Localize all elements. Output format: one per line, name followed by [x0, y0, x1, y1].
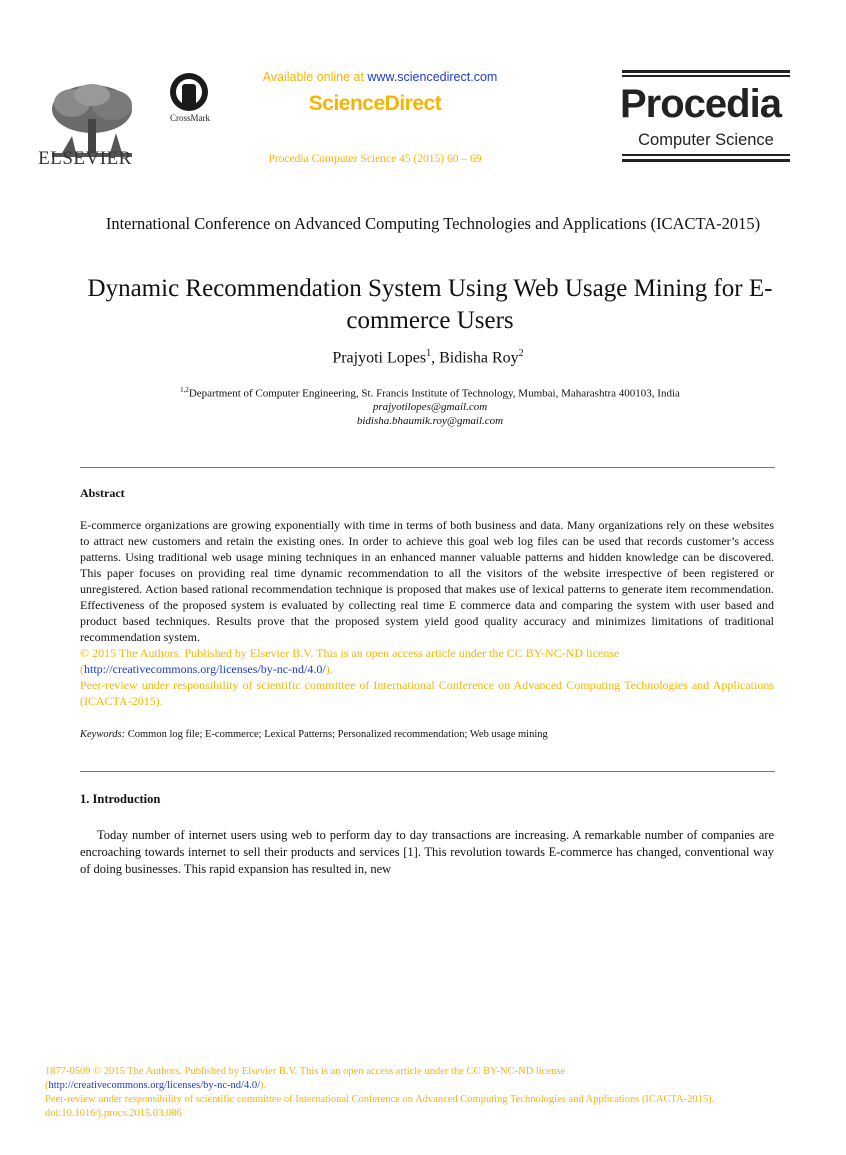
available-prefix: Available online at	[262, 70, 368, 84]
author-1-sup: 1	[426, 348, 432, 359]
journal-subtitle: Computer Science	[638, 131, 774, 149]
abstract-license-open: (	[80, 662, 84, 676]
footer-peer-review: Peer-review under responsibility of scientific committee of International Conference on Advanced Computing Technologies and Applications (ICACTA-2015).	[45, 1094, 715, 1105]
procedia-rule-bottom-thin	[622, 154, 790, 156]
procedia-rule-top-thin	[622, 75, 790, 77]
available-online	[240, 70, 520, 84]
abstract-license-link[interactable]: http://creativecommons.org/licenses/by-nc-nd/4.0/	[84, 662, 326, 676]
abstract-heading: Abstract	[80, 486, 125, 500]
authors	[100, 348, 756, 367]
paper-title: Dynamic Recommendation System Using Web Usage Mining for E-commerce Users	[87, 275, 773, 334]
sciencedirect-link[interactable]: www.sciencedirect.com	[367, 70, 498, 84]
journal-reference: Procedia Computer Science 45 (2015) 60 – 69	[268, 153, 482, 165]
footer-license-close: ).	[260, 1080, 267, 1091]
affiliation-text: Department of Computer Engineering, St. Francis Institute of Technology, Mumbai, Maharashtra 400103, India	[188, 387, 680, 400]
crossmark-label: CrossMark	[170, 113, 210, 123]
abstract-text: E-commerce organizations are growing exponentially with time in terms of both business and data. Many organizations rely on these websites to attract new customers and retain the existing ones. In order to achieve this goal web log files can be used that records customer’s access patterns. Using traditional web usage mining techniques in an enhanced manner valuable patterns and hidden knowledge can be discovered. This paper focuses on providing real time dynamic recommendation to all the visitors of the website irrespective of been registered or unregistered. Action based rational recommendation technique is proposed that makes use of lexical patterns to generate item recommendation. Effectiveness of the proposed system is evaluated by collecting real time E commerce data and comparing the system with user based and product based techniques. Results prove that the proposed system yield good quality accuracy and minimizes limitations of traditional recommendation system.	[80, 518, 774, 644]
sciencedirect-brand: ScienceDirect	[308, 92, 442, 115]
author-2: Bidisha Roy	[439, 349, 519, 367]
abstract-peer-review: Peer-review under responsibility of scientific committee of International Conference on Advanced Computing Technologies and Applications (ICACTA-2015).	[80, 678, 774, 708]
author-1: Prajyoti Lopes	[332, 349, 427, 367]
keywords-label: Keywords:	[80, 729, 126, 740]
journal-name: Procedia	[620, 82, 781, 126]
footer	[45, 1065, 745, 1121]
divider-top	[80, 467, 775, 468]
author-separator: ,	[431, 349, 440, 367]
keywords	[80, 729, 780, 740]
affiliation-sup: 1,2	[180, 386, 189, 394]
introduction-body: Today number of internet users using web to perform day to day transactions are increasing. A remarkable number of companies are encroaching towards internet to sell their products and services [1]. This revolution towards E-commerce has changed, conventional way of doing businesses. This rapid expansion has resulted in, new	[80, 828, 774, 876]
author-2-sup: 2	[518, 348, 524, 359]
procedia-rule-top	[622, 70, 790, 73]
conference-name: International Conference on Advanced Computing Technologies and Applications (ICACTA-2015)	[105, 214, 761, 233]
procedia-rule-bottom	[622, 159, 790, 162]
introduction-heading: 1. Introduction	[80, 792, 161, 806]
abstract-body	[80, 517, 774, 709]
footer-issn: 1877-0509 © 2015 The Authors. Published by Elsevier B.V. This is an open access article under the CC BY-NC-ND license	[45, 1066, 566, 1077]
email-2: bidisha.bhaumik.roy@gmail.com	[356, 414, 504, 427]
divider-bottom	[80, 771, 775, 772]
affiliation	[80, 384, 780, 428]
abstract-copyright: © 2015 The Authors. Published by Elsevier B.V. This is an open access article under the CC BY-NC-ND license	[80, 646, 620, 660]
footer-license-open: (	[45, 1080, 49, 1091]
footer-doi[interactable]: doi:10.1016/j.procs.2015.03.086	[45, 1108, 182, 1119]
publisher-name: ELSEVIER	[38, 148, 132, 169]
footer-license-link[interactable]: http://creativecommons.org/licenses/by-nc-nd/4.0/	[48, 1080, 261, 1091]
email-1: prajyotilopes@gmail.com	[372, 401, 488, 414]
abstract-license-close: ).	[325, 662, 333, 676]
keywords-list: Common log file; E-commerce; Lexical Patterns; Personalized recommendation; Web usage mining	[125, 729, 548, 740]
